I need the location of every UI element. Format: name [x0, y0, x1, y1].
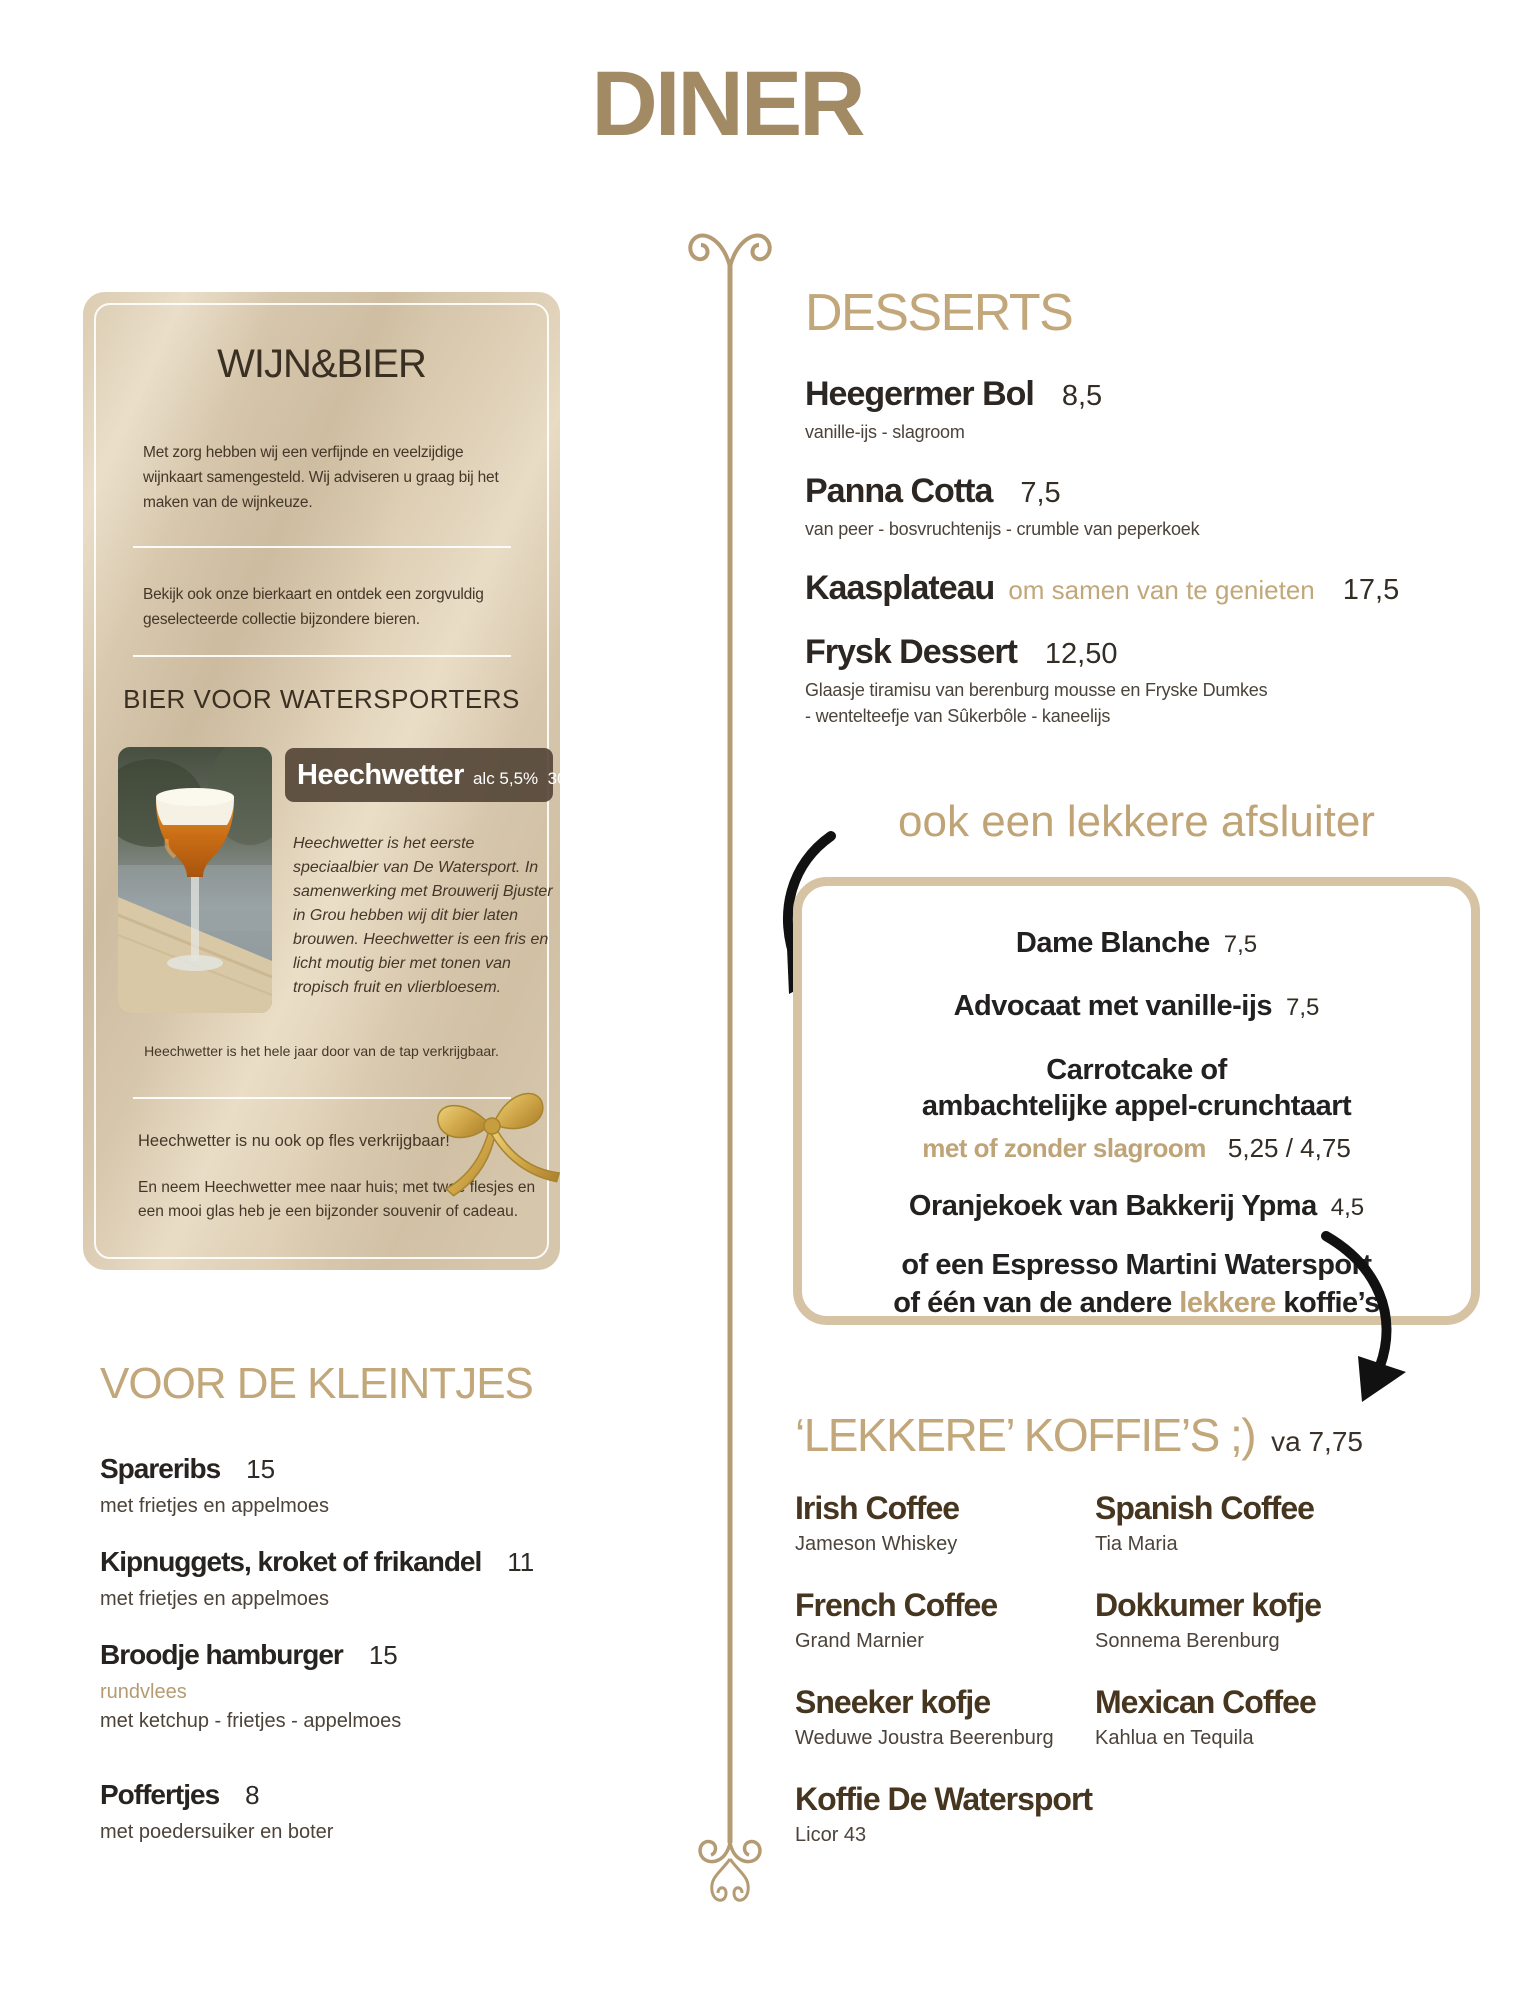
curved-arrow-down-right-icon	[1318, 1228, 1428, 1423]
menu-item-broodje-hamburger	[100, 1634, 580, 1734]
dessert-desc: Glaasje tiramisu van berenburg mousse en Fryske Dumkes - wentelteefje van Sûkerbôle - kaneelijs	[805, 680, 1268, 726]
dessert-price: 12,50	[1044, 638, 1118, 670]
koffie-name: French Coffee	[795, 1587, 998, 1623]
dessert-desc: van peer - bosvruchtenijs - crumble van peperkoek	[805, 519, 1200, 539]
dessert-heegermer-bol	[805, 372, 1485, 445]
kleintjes-heading: VOOR DE KLEINTJES	[100, 1359, 533, 1408]
beer-souvenir-note: En neem Heechwetter mee naar huis; met twee flesjes en een mooi glas heb je een bijzonder souvenir of cadeau.	[138, 1179, 536, 1220]
dessert-panna-cotta	[805, 469, 1485, 542]
dessert-kaasplateau	[805, 566, 1485, 610]
card-divider-2	[133, 655, 511, 657]
dessert-price: 7,5	[1020, 477, 1061, 509]
afsluiter-item-option: met of zonder slagroom	[922, 1133, 1206, 1163]
dessert-name: Frysk Dessert	[805, 633, 1017, 671]
item-price: 11	[507, 1547, 535, 1577]
koffies-heading-row	[795, 1408, 1495, 1462]
wijnbier-title: WIJN&BIER	[217, 342, 426, 386]
bierkaart-text: Bekijk ook onze bierkaart en ontdek een zorgvuldig geselecteerde collectie bijzondere bieren.	[143, 586, 484, 628]
afsluiter-dame-blanche	[802, 924, 1471, 967]
koffie-sneeker	[795, 1682, 1095, 1751]
beer-bottle-note: Heechwetter is nu ook op fles verkrijgbaar!	[138, 1132, 450, 1150]
dessert-price: 8,5	[1061, 380, 1103, 412]
dessert-name: Kaasplateau	[805, 569, 995, 607]
page-title: DINER	[591, 53, 863, 155]
item-name: Spareribs	[100, 1453, 221, 1484]
afsluiter-heading: ook een lekkere afsluiter	[898, 797, 1375, 846]
beer-tap-note: Heechwetter is het hele jaar door van de tap verkrijgbaar.	[144, 1043, 499, 1059]
dessert-name: Panna Cotta	[805, 472, 993, 510]
item-desc: met poedersuiker en boter	[100, 1821, 334, 1843]
afsluiter-item-price: 7,5	[1286, 994, 1320, 1021]
item-desc: met frietjes en appelmoes	[100, 1495, 330, 1517]
bier-voor-watersporters-heading: BIER VOOR WATERSPORTERS	[123, 684, 520, 714]
card-divider-1	[133, 546, 511, 548]
koffies-grid	[795, 1488, 1495, 1848]
koffies-from-price: va 7,75	[1271, 1426, 1363, 1457]
menu-item-poffertjes	[100, 1774, 580, 1845]
afsluiter-oranjekoek	[802, 1187, 1471, 1230]
koffie-name: Mexican Coffee	[1095, 1684, 1316, 1720]
item-name: Poffertjes	[100, 1779, 220, 1810]
desserts-section	[805, 286, 1485, 729]
beer-photo	[118, 747, 272, 1013]
koffie-name: Dokkumer kofje	[1095, 1587, 1322, 1623]
koffie-irish	[795, 1488, 1095, 1557]
koffie-name: Irish Coffee	[795, 1490, 960, 1526]
koffie-de-watersport	[795, 1779, 1095, 1848]
koffie-desc: Weduwe Joustra Beerenburg	[795, 1727, 1054, 1749]
afsluiter-item-name: Advocaat met vanille-ijs	[953, 990, 1273, 1022]
dessert-desc: vanille-ijs - slagroom	[805, 422, 965, 442]
koffie-name: Spanish Coffee	[1095, 1490, 1314, 1526]
kleintjes-section	[100, 1356, 580, 1845]
beer-price: 5,50	[578, 768, 612, 788]
dessert-tagline: om samen van te genieten	[1008, 575, 1315, 605]
afsluiter-item-price: 5,25 / 4,75	[1227, 1133, 1351, 1163]
koffie-name: Sneeker kofje	[795, 1684, 991, 1720]
wijnbier-card	[83, 292, 612, 1270]
item-desc: met ketchup - frietjes - appelmoes	[100, 1710, 402, 1732]
afsluiter-note-accent: lekkere	[1179, 1287, 1276, 1319]
koffie-french	[795, 1585, 1095, 1654]
afsluiter-item-name: ambachtelijke appel-crunchtaart	[921, 1090, 1352, 1122]
item-desc: met frietjes en appelmoes	[100, 1588, 330, 1610]
item-note: rundvlees	[100, 1681, 187, 1703]
afsluiter-advocaat	[802, 987, 1471, 1030]
dessert-price: 17,5	[1342, 574, 1400, 606]
afsluiter-note-line: of één van de andere	[893, 1287, 1180, 1319]
afsluiter-item-price: 7,5	[1223, 931, 1258, 958]
koffie-spanish	[1095, 1488, 1495, 1557]
koffie-desc: Licor 43	[795, 1824, 867, 1846]
desserts-heading: DESSERTS	[805, 284, 1073, 342]
afsluiter-item-name: Carrotcake of	[1046, 1054, 1227, 1086]
gold-bow-ribbon	[428, 1070, 563, 1205]
item-name: Broodje hamburger	[100, 1639, 343, 1670]
koffie-desc: Grand Marnier	[795, 1630, 924, 1652]
afsluiter-item-price: 4,5	[1330, 1194, 1365, 1221]
menu-item-kipnuggets	[100, 1541, 580, 1612]
afsluiter-item-name: Dame Blanche	[1015, 927, 1210, 959]
koffie-mexican	[1095, 1682, 1495, 1751]
koffie-name: Koffie De Watersport	[795, 1781, 1093, 1817]
menu-item-spareribs	[100, 1448, 580, 1519]
beer-description: Heechwetter is het eerste speciaalbier van De Watersport. In samenwerking met Brouwerij Bjuster in Grou hebben wij dit bier laten brouwen. Heechwetter is een fris en licht moutig bier met tonen van tropisch fruit en vlierbloesem.	[293, 835, 553, 996]
afsluiter-note-line: of een Espresso Martini Watersport	[901, 1249, 1372, 1281]
item-price: 15	[246, 1454, 276, 1484]
wijnkaart-intro-text: Met zorg hebben wij een verfijnde en veelzijdige wijnkaart samengesteld. Wij adviseren u graag bij het maken van de wijnkeuze.	[143, 444, 499, 511]
koffie-desc: Sonnema Berenburg	[1095, 1630, 1280, 1652]
koffies-heading: ‘LEKKERE’ KOFFIE’S ;)	[795, 1409, 1256, 1461]
afsluiter-item-name: Oranjekoek van Bakkerij Ypma	[908, 1190, 1317, 1222]
afsluiter-note-line: koffie’s	[1275, 1287, 1380, 1319]
koffie-dokkumer	[1095, 1585, 1495, 1654]
item-name: Kipnuggets, kroket of frikandel	[100, 1546, 482, 1577]
koffie-desc: Kahlua en Tequila	[1095, 1727, 1254, 1749]
heechwetter-bar	[285, 748, 612, 802]
item-price: 15	[368, 1640, 398, 1670]
beer-details: alc 5,5% 30cl	[472, 768, 579, 788]
koffie-desc: Tia Maria	[1095, 1533, 1178, 1555]
dessert-frysk-dessert	[805, 630, 1485, 729]
beer-name: Heechwetter	[297, 758, 464, 791]
center-ornament-divider	[680, 215, 780, 1915]
koffie-desc: Jameson Whiskey	[795, 1533, 958, 1555]
item-price: 8	[245, 1780, 260, 1810]
dessert-name: Heegermer Bol	[805, 375, 1034, 413]
afsluiter-carrotcake	[802, 1052, 1471, 1171]
